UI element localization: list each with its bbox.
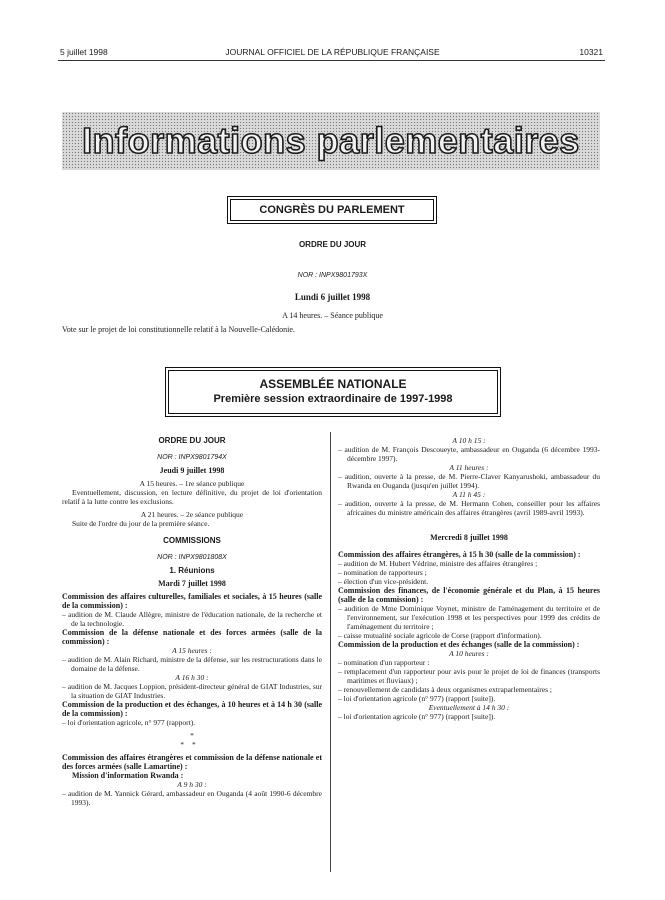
- ordre-du-jour-heading: ORDRE DU JOUR: [158, 436, 226, 445]
- agenda-item: – audition de Mme Dominique Voynet, ministre de l'aménagement du territoire et de l'environnement, sur l'exécution 1998 et les perspectives pour 1999 des crédits de l'aménagement du territoire ;: [338, 604, 600, 631]
- agenda-item: – nomination d'un rapporteur :: [338, 658, 430, 667]
- nor-reference: NOR : INPX9801794X: [157, 454, 227, 461]
- congres-seance: A 14 heures. – Séance publique: [282, 311, 383, 320]
- time-slot: A 11 h 45 :: [452, 490, 486, 499]
- congres-title: CONGRÈS DU PARLEMENT: [259, 204, 405, 216]
- banner-title: Informations parlementaires: [82, 120, 580, 161]
- seance-text: Eventuellement, discussion, en lecture définitive, du projet de loi d'orientation relatif à la lutte contre les exclusions.: [62, 488, 322, 506]
- header-date: 5 juillet 1998: [60, 47, 108, 57]
- right-column: [338, 436, 600, 721]
- reunions-heading: 1. Réunions: [169, 566, 215, 575]
- assemblee-title: ASSEMBLÉE NATIONALE: [259, 377, 407, 391]
- agenda-item: – audition de M. Jacques Loppion, président-directeur général de GIAT Industries, sur la situation de GIAT Industries.: [62, 682, 322, 700]
- agenda-item: – audition, ouverte à la presse, de M. Hermann Cohen, conseiller pour les affaires africaines du ministre américain des affaires étrangères (avril 1989-avril 1993).: [338, 499, 600, 517]
- time-slot: A 11 heures :: [449, 463, 489, 472]
- agenda-item: – remplacement d'un rapporteur pour avis pour le projet de loi de finances (transports maritimes et fluviaux) ;: [338, 667, 600, 685]
- commission-title: Commission de la production et des échanges, à 10 heures et à 14 h 30 (salle de la commission) :: [62, 700, 322, 718]
- agenda-item: – renouvellement de candidats à deux organismes extraparlementaires ;: [338, 685, 552, 694]
- commissions-heading: COMMISSIONS: [163, 536, 221, 545]
- agenda-item: – caisse mutualité sociale agricole de Corse (rapport d'information).: [338, 631, 542, 640]
- congres-heading-box: [230, 199, 434, 221]
- assemblee-subtitle: Première session extraordinaire de 1997-1998: [213, 393, 453, 405]
- congres-ordre-du-jour: ORDRE DU JOUR: [298, 240, 367, 249]
- commission-title: Commission des affaires étrangères, à 15 h 30 (salle de la commission) :: [338, 550, 581, 559]
- agenda-item: – loi d'orientation agricole (n° 977) (rapport [suite]).: [338, 694, 496, 703]
- agenda-item: – audition de M. Yannick Gérard, ambassadeur en Ouganda (4 août 1990-6 décembre 1993).: [62, 789, 322, 807]
- agenda-item: – élection d'un vice-président.: [338, 577, 429, 586]
- separator-stars: [62, 740, 322, 749]
- time-slot: A 10 heures :: [449, 649, 489, 658]
- agenda-item: – nomination de rapporteurs ;: [338, 568, 427, 577]
- separator-star: *: [180, 740, 192, 749]
- left-column: [62, 436, 322, 807]
- assemblee-heading-box: [168, 370, 498, 414]
- time-slot: A 15 heures :: [172, 646, 212, 655]
- congres-date: Lundi 6 juillet 1998: [294, 292, 371, 302]
- seance-time: A 15 heures. – 1re séance publique: [139, 479, 245, 488]
- nor-reference: NOR : INPX9801808X: [157, 554, 227, 561]
- agenda-item: – audition, ouverte à la presse, de M. Pierre-Claver Kanyarushoki, ambassadeur du Rwanda en Ouganda (jusqu'en juillet 1994).: [338, 472, 600, 490]
- agenda-item: – audition de M. Alain Richard, ministre de la défense, sur les restructurations dans le domaine de la défense.: [62, 655, 322, 673]
- agenda-item: – loi d'orientation agricole, n° 977 (rapport).: [62, 718, 196, 727]
- time-slot: A 9 h 30 :: [177, 780, 207, 789]
- seance-time: A 21 heures. – 2e séance publique: [140, 510, 244, 519]
- agenda-item: – audition de M. François Descoueyte, ambassadeur en Ouganda (6 décembre 1993-décembre 1997).: [338, 445, 600, 463]
- date-heading: Jeudi 9 juillet 1998: [159, 466, 225, 475]
- time-slot: A 16 h 30 :: [175, 673, 209, 682]
- agenda-item: – audition de M. Claude Allègre, ministre de l'éducation nationale, de la recherche et de la technologie.: [62, 610, 322, 628]
- date-heading: Mercredi 8 juillet 1998: [430, 533, 508, 542]
- section-banner: [62, 112, 600, 170]
- separator-star: *: [192, 740, 204, 749]
- agenda-item: – audition de M. Hubert Védrine, ministre des affaires étrangères ;: [338, 559, 538, 568]
- congres-vote: Vote sur le projet de loi constitutionnelle relatif à la Nouvelle-Calédonie.: [62, 325, 295, 334]
- column-divider: [330, 432, 331, 872]
- agenda-item: – loi d'orientation agricole (n° 977) (rapport [suite]).: [338, 712, 496, 721]
- commission-title: Commission des affaires culturelles, familiales et sociales, à 15 heures (salle de la commission) :: [62, 592, 322, 610]
- separator-star: *: [190, 731, 194, 740]
- commission-title: Commission des finances, de l'économie générale et du Plan, à 15 heures (salle de la commission) :: [338, 586, 600, 604]
- congres-nor: NOR : INPX9801793X: [297, 272, 368, 279]
- commission-title: Commission des affaires étrangères et commission de la défense nationale et des forces armées (salle Lamartine) :: [62, 753, 322, 771]
- commission-title: Commission de la défense nationale et des forces armées (salle de la commission) :: [62, 628, 322, 646]
- seance-text: Suite de l'ordre du jour de la première séance.: [72, 519, 210, 528]
- commission-title: Commission de la production et des échanges (salle de la commission) :: [338, 640, 580, 649]
- time-slot: Eventuellement à 14 h 30 :: [428, 703, 510, 712]
- time-slot: A 10 h 15 :: [452, 436, 486, 445]
- date-heading: Mardi 7 juillet 1998: [158, 579, 226, 588]
- header-journal-title: JOURNAL OFFICIEL DE LA RÉPUBLIQUE FRANÇAISE: [225, 47, 440, 57]
- header-rule: [58, 60, 605, 61]
- mission-title: Mission d'information Rwanda :: [72, 771, 184, 780]
- header-page-number: 10321: [579, 47, 603, 57]
